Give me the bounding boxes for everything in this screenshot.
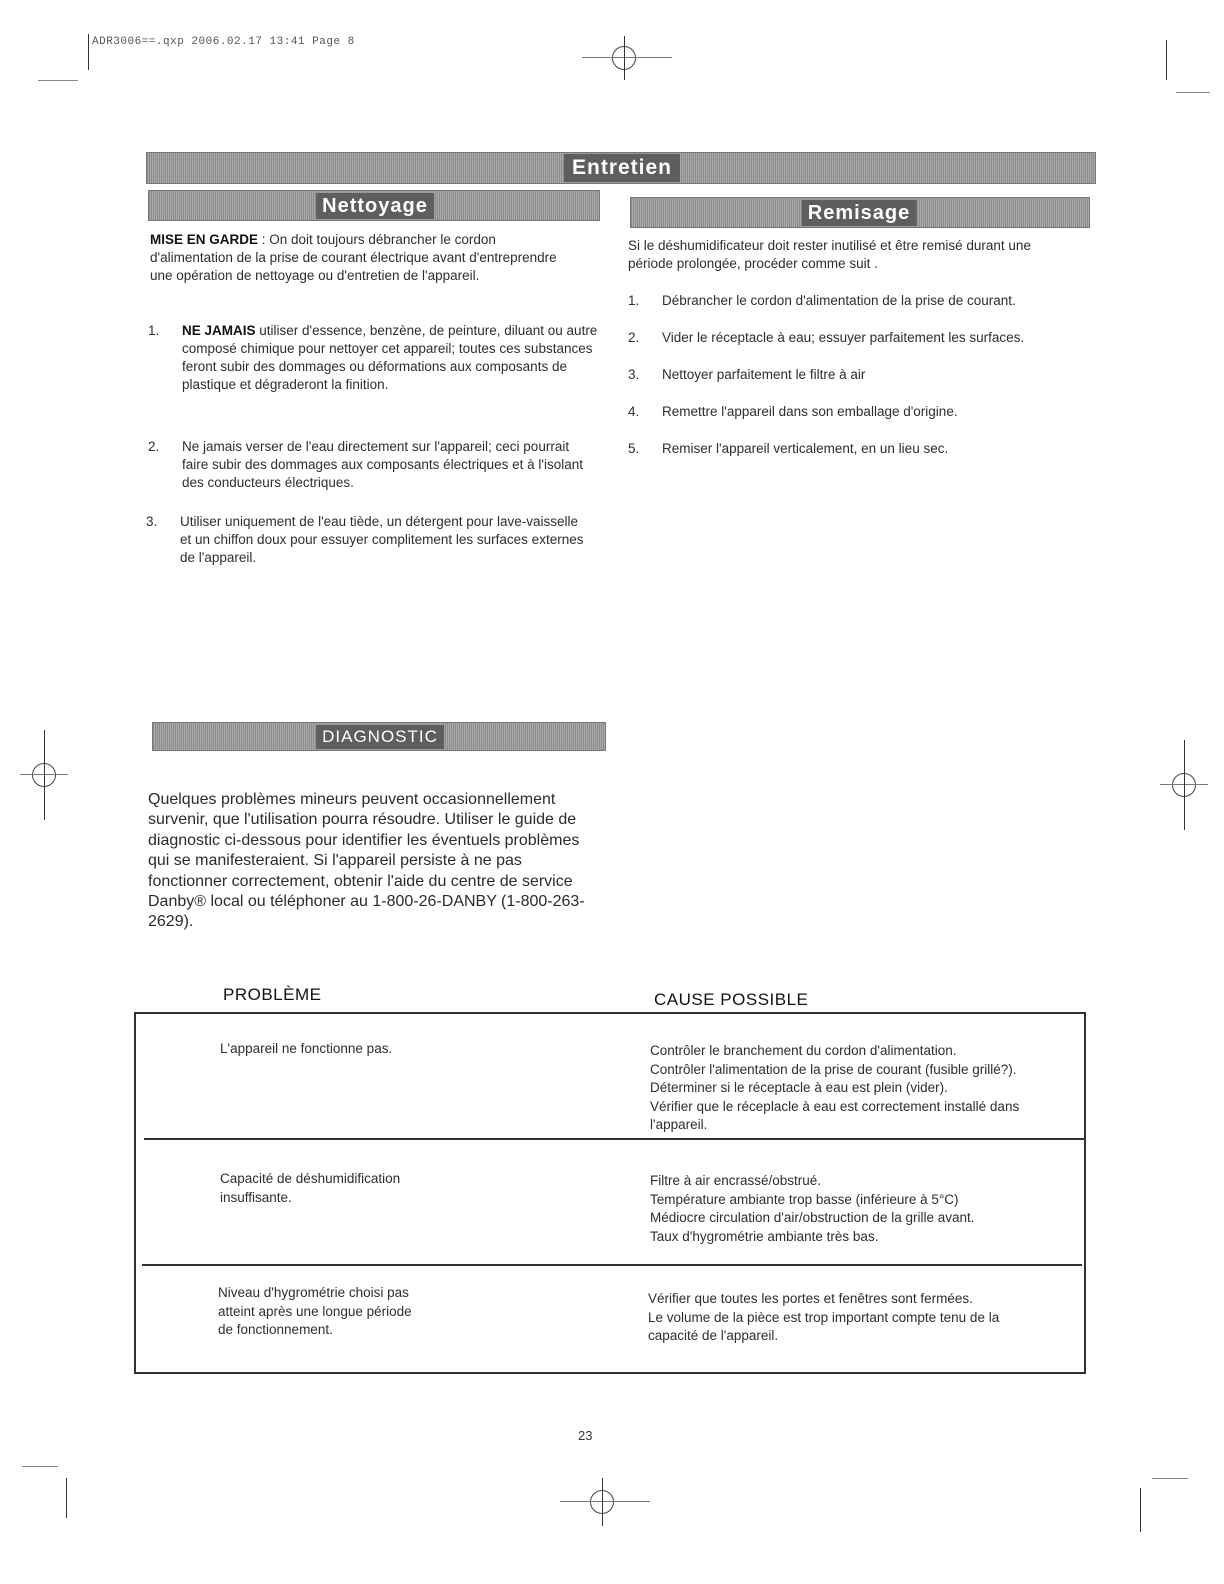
warning-label: MISE EN GARDE [150,232,259,247]
crop-mark-top-left-h [38,80,78,81]
remisage-list [628,292,1088,458]
registration-mark-top [582,36,672,80]
list-item-text: Débrancher le cordon d'alimentation de la prise de courant. [662,293,1016,308]
crop-mark-bottom-right [1140,1488,1141,1532]
list-number: 3. [146,514,158,529]
list-number: 2. [148,439,160,454]
nettoyage-item-1 [148,322,603,394]
column-header-problem: PROBLÈME [223,985,322,1004]
remisage-title: Remisage [802,200,917,226]
list-item-text: Utiliser uniquement de l'eau tiède, un détergent pour lave-vaisselle et un chiffon doux pour essuyer complitement les surfaces externes de l'appareil. [180,514,584,565]
remisage-banner [630,197,1090,228]
list-number: 2. [628,330,640,345]
crop-mark-top-right-h [1176,92,1210,93]
table-row-problem: Niveau d'hygrométrie choisi pas atteint après une longue période de fonctionnement. [218,1285,412,1337]
nettoyage-warning [150,231,570,285]
table-row-separator [144,1138,1084,1140]
print-slug: ADR3006==.qxp 2006.02.17 13:41 Page 8 [92,36,355,48]
list-item-text: Ne jamais verser de l'eau directement sur l'appareil; ceci pourrait faire subir des dommages aux composants électriques et à l'isolant des conducteurs électriques. [182,439,584,490]
entretien-title: Entretien [564,154,680,182]
crop-mark-bottom-left [66,1478,67,1518]
list-number: 1. [628,293,640,308]
diagnostic-title: DIAGNOSTIC [316,725,444,749]
registration-mark-right [1160,740,1208,830]
table-row-separator [142,1264,1082,1266]
nettoyage-item-2 [148,438,588,492]
crop-mark-bottom-left-h [22,1466,58,1467]
list-number: 4. [628,404,640,419]
list-number: 3. [628,367,640,382]
list-item-text: Nettoyer parfaitement le filtre à air [662,367,866,382]
remisage-intro: Si le déshumidificateur doit rester inutilisé et être remisé durant une période prolongée, procéder comme suit . [628,238,1031,271]
crop-mark-top-left [88,34,89,70]
diagnostic-intro: Quelques problèmes mineurs peuvent occasionnellement survenir, que l'utilisation pourra résoudre. Utiliser le guide de diagnostic ci-dessous pour identifier les éventuels problèmes qui se manifesteraient. Si l'appareil persiste à ne pas fonctionner correctement, obtenir l'aide du centre de service Danby® local ou téléphoner au 1-800-26-DANBY (1-800-263-2629). [148,791,585,931]
nettoyage-banner [148,190,600,221]
table-row-cause: Contrôler le branchement du cordon d'alimentation. Contrôler l'alimentation de la prise de courant (fusible grillé?). Déterminer si le réceptacle à eau est plein (vider). Vérifier que le réceplacle à eau est correctement installé dans l'appareil. [650,1043,1020,1132]
crop-mark-bottom-right-h [1152,1478,1188,1479]
list-number: 5. [628,441,640,456]
table-row-cause: Filtre à air encrassé/obstrué. Température ambiante trop basse (inférieure à 5°C) Médiocre circulation d'air/obstruction de la grille avant. Taux d'hygrométrie ambiante très bas. [650,1173,975,1244]
list-item-bold: NE JAMAIS [182,323,256,338]
nettoyage-item-3 [146,513,588,567]
table-row-cause: Vérifier que toutes les portes et fenêtres sont fermées. Le volume de la pièce est trop important compte tenu de la capacité de l'appareil. [648,1291,1000,1343]
diagnostic-banner [152,722,606,751]
warning-text: : On doit toujours débrancher le cordon d'alimentation de la prise de courant électrique avant d'entreprendre une opération de nettoyage ou d'entretien de l'appareil. [150,232,557,283]
registration-mark-left [20,730,68,820]
table-row-problem: Capacité de déshumidification insuffisante. [220,1171,401,1205]
list-item-text: Vider le réceptacle à eau; essuyer parfaitement les surfaces. [662,330,1025,345]
page-number: 23 [578,1428,593,1443]
entretien-banner [146,152,1096,184]
crop-mark-top-right [1166,40,1167,80]
list-number: 1. [148,323,160,338]
registration-mark-bottom [560,1478,650,1526]
nettoyage-title: Nettoyage [316,193,434,219]
list-item-text: Remiser l'appareil verticalement, en un lieu sec. [662,441,949,456]
table-row-problem: L'appareil ne fonctionne pas. [220,1041,393,1056]
list-item-text: Remettre l'appareil dans son emballage d'origine. [662,404,958,419]
list-item-text: utiliser d'essence, benzène, de peinture, diluant ou autre composé chimique pour nettoyer cet appareil; toutes ces substances feront subir des dommages ou déformations aux composants de plastique et dégraderont la finition. [182,323,598,392]
column-header-cause: CAUSE POSSIBLE [654,990,809,1009]
